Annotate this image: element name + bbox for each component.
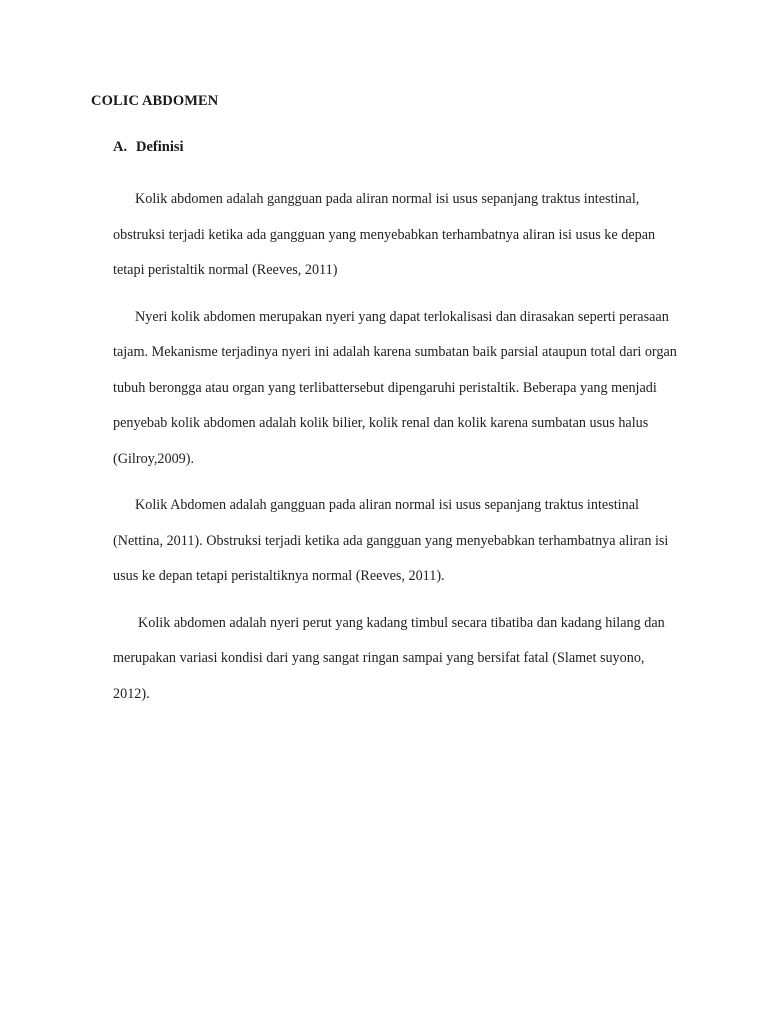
paragraph-2: Nyeri kolik abdomen merupakan nyeri yang dapat terlokalisasi dan dirasakan seperti perasaan tajam. Mekanisme terjadinya nyeri ini adalah karena sumbatan baik parsial ataupun total dari organ tubuh berongga atau organ yang terlibattersebut dipengaruhi peristaltik. Beberapa yang menjadi penyebab kolik abdomen adalah kolik bilier, kolik renal dan kolik karena sumbatan usus halus (Gilroy,2009).: [113, 308, 677, 467]
section-heading-text: Definisi: [136, 139, 184, 155]
paragraph-1: Kolik abdomen adalah gangguan pada aliran normal isi usus sepanjang traktus intestinal, obstruksi terjadi ketika ada gangguan yang menyebabkan terhambatnya aliran isi usus ke depan tetapi peristaltik normal (Reeves, 2011): [113, 191, 656, 278]
paragraph-4: Kolik abdomen adalah nyeri perut yang kadang timbul secara tibatiba dan kadang hilang dan merupakan variasi kondisi dari yang sangat ringan sampai yang bersifat fatal (Slamet suyono, 2012).: [113, 614, 665, 702]
paragraph-3: Kolik Abdomen adalah gangguan pada aliran normal isi usus sepanjang traktus intestinal (Nettina, 2011). Obstruksi terjadi ketika ada gangguan yang menyebabkan terhambatnya aliran isi usus ke depan tetapi peristaltiknya normal (Reeves, 2011).: [113, 497, 669, 584]
document-title: COLIC ABDOMEN: [91, 93, 219, 109]
section-number: A.: [113, 139, 128, 155]
document-body: [113, 182, 678, 723]
section-heading: [113, 139, 184, 156]
